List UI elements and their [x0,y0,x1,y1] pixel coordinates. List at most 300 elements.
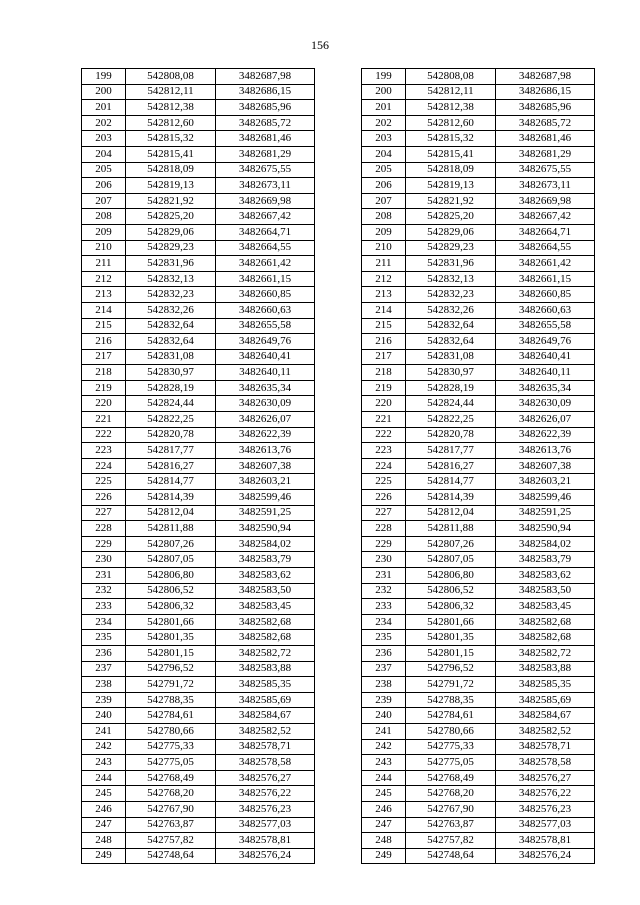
right-point-number-cell: 217 [362,349,406,365]
column-gap [315,848,362,864]
right-x-coordinate-cell: 542811,88 [406,521,496,537]
left-x-coordinate-cell: 542796,52 [126,661,216,677]
column-gap [315,443,362,459]
table-row [82,505,595,521]
right-y-coordinate-cell: 3482585,35 [496,677,595,693]
table-row [82,661,595,677]
left-y-coordinate-cell: 3482603,21 [216,474,315,490]
left-x-coordinate-cell: 542784,61 [126,708,216,724]
right-point-number-cell: 247 [362,817,406,833]
left-point-number-cell: 221 [82,412,126,428]
right-x-coordinate-cell: 542829,06 [406,224,496,240]
right-x-coordinate-cell: 542812,11 [406,84,496,100]
right-y-coordinate-cell: 3482686,15 [496,84,595,100]
right-point-number-cell: 231 [362,568,406,584]
column-gap [315,661,362,677]
right-point-number-cell: 202 [362,115,406,131]
right-point-number-cell: 207 [362,193,406,209]
right-x-coordinate-cell: 542816,27 [406,458,496,474]
left-x-coordinate-cell: 542821,92 [126,193,216,209]
left-y-coordinate-cell: 3482582,72 [216,645,315,661]
left-y-coordinate-cell: 3482655,58 [216,318,315,334]
right-y-coordinate-cell: 3482630,09 [496,396,595,412]
left-point-number-cell: 213 [82,287,126,303]
table-row [82,256,595,272]
right-point-number-cell: 208 [362,209,406,225]
right-y-coordinate-cell: 3482590,94 [496,521,595,537]
column-gap [315,708,362,724]
right-x-coordinate-cell: 542801,66 [406,614,496,630]
right-y-coordinate-cell: 3482582,68 [496,614,595,630]
right-x-coordinate-cell: 542818,09 [406,162,496,178]
right-y-coordinate-cell: 3482681,29 [496,146,595,162]
right-x-coordinate-cell: 542768,20 [406,786,496,802]
right-y-coordinate-cell: 3482583,79 [496,552,595,568]
right-point-number-cell: 214 [362,302,406,318]
left-x-coordinate-cell: 542763,87 [126,817,216,833]
right-y-coordinate-cell: 3482578,71 [496,739,595,755]
right-point-number-cell: 237 [362,661,406,677]
column-gap [315,380,362,396]
left-x-coordinate-cell: 542775,05 [126,755,216,771]
right-point-number-cell: 220 [362,396,406,412]
right-y-coordinate-cell: 3482585,69 [496,692,595,708]
right-y-coordinate-cell: 3482622,39 [496,427,595,443]
right-point-number-cell: 216 [362,334,406,350]
left-y-coordinate-cell: 3482660,63 [216,302,315,318]
right-point-number-cell: 244 [362,770,406,786]
left-x-coordinate-cell: 542814,77 [126,474,216,490]
right-y-coordinate-cell: 3482660,63 [496,302,595,318]
right-x-coordinate-cell: 542796,52 [406,661,496,677]
right-x-coordinate-cell: 542791,72 [406,677,496,693]
right-x-coordinate-cell: 542775,33 [406,739,496,755]
column-gap [315,334,362,350]
right-x-coordinate-cell: 542775,05 [406,755,496,771]
left-x-coordinate-cell: 542788,35 [126,692,216,708]
right-point-number-cell: 249 [362,848,406,864]
left-x-coordinate-cell: 542767,90 [126,801,216,817]
right-point-number-cell: 199 [362,69,406,85]
table-row [82,240,595,256]
left-x-coordinate-cell: 542812,38 [126,100,216,116]
left-point-number-cell: 248 [82,833,126,849]
table-row [82,599,595,615]
column-gap [315,630,362,646]
table-row [82,833,595,849]
left-x-coordinate-cell: 542780,66 [126,723,216,739]
left-point-number-cell: 205 [82,162,126,178]
column-gap [315,131,362,147]
column-gap [315,552,362,568]
left-x-coordinate-cell: 542801,66 [126,614,216,630]
column-gap [315,115,362,131]
table-row [82,708,595,724]
left-x-coordinate-cell: 542832,13 [126,271,216,287]
column-gap [315,801,362,817]
left-y-coordinate-cell: 3482607,38 [216,458,315,474]
right-y-coordinate-cell: 3482640,11 [496,365,595,381]
right-x-coordinate-cell: 542817,77 [406,443,496,459]
right-point-number-cell: 239 [362,692,406,708]
right-y-coordinate-cell: 3482584,02 [496,536,595,552]
right-point-number-cell: 222 [362,427,406,443]
left-y-coordinate-cell: 3482576,24 [216,848,315,864]
table-row [82,536,595,552]
left-x-coordinate-cell: 542832,64 [126,318,216,334]
right-y-coordinate-cell: 3482626,07 [496,412,595,428]
column-gap [315,817,362,833]
left-y-coordinate-cell: 3482640,41 [216,349,315,365]
column-gap [315,349,362,365]
table-row [82,490,595,506]
table-row [82,396,595,412]
table-row [82,645,595,661]
right-point-number-cell: 246 [362,801,406,817]
table-row [82,692,595,708]
left-point-number-cell: 241 [82,723,126,739]
table-row [82,677,595,693]
table-row [82,817,595,833]
right-x-coordinate-cell: 542806,52 [406,583,496,599]
column-gap [315,178,362,194]
table-row [82,162,595,178]
table-row [82,723,595,739]
column-gap [315,302,362,318]
left-point-number-cell: 238 [82,677,126,693]
right-point-number-cell: 215 [362,318,406,334]
right-y-coordinate-cell: 3482582,68 [496,630,595,646]
left-y-coordinate-cell: 3482585,69 [216,692,315,708]
left-point-number-cell: 230 [82,552,126,568]
column-gap [315,318,362,334]
left-y-coordinate-cell: 3482664,55 [216,240,315,256]
column-gap [315,365,362,381]
left-y-coordinate-cell: 3482664,71 [216,224,315,240]
column-gap [315,786,362,802]
left-x-coordinate-cell: 542831,96 [126,256,216,272]
table-row [82,630,595,646]
column-gap [315,536,362,552]
left-x-coordinate-cell: 542768,49 [126,770,216,786]
left-x-coordinate-cell: 542817,77 [126,443,216,459]
right-point-number-cell: 206 [362,178,406,194]
left-x-coordinate-cell: 542824,44 [126,396,216,412]
left-y-coordinate-cell: 3482681,29 [216,146,315,162]
left-y-coordinate-cell: 3482661,42 [216,256,315,272]
right-x-coordinate-cell: 542829,23 [406,240,496,256]
left-y-coordinate-cell: 3482583,79 [216,552,315,568]
right-y-coordinate-cell: 3482660,85 [496,287,595,303]
right-y-coordinate-cell: 3482675,55 [496,162,595,178]
table-row [82,224,595,240]
left-y-coordinate-cell: 3482649,76 [216,334,315,350]
right-point-number-cell: 218 [362,365,406,381]
left-y-coordinate-cell: 3482578,71 [216,739,315,755]
left-y-coordinate-cell: 3482660,85 [216,287,315,303]
table-row [82,521,595,537]
page-number: 156 [311,38,329,52]
right-x-coordinate-cell: 542812,38 [406,100,496,116]
right-x-coordinate-cell: 542828,19 [406,380,496,396]
right-point-number-cell: 221 [362,412,406,428]
left-point-number-cell: 246 [82,801,126,817]
right-point-number-cell: 225 [362,474,406,490]
right-point-number-cell: 233 [362,599,406,615]
right-x-coordinate-cell: 542815,41 [406,146,496,162]
left-point-number-cell: 242 [82,739,126,755]
right-y-coordinate-cell: 3482635,34 [496,380,595,396]
left-y-coordinate-cell: 3482583,88 [216,661,315,677]
left-y-coordinate-cell: 3482673,11 [216,178,315,194]
left-y-coordinate-cell: 3482667,42 [216,209,315,225]
left-point-number-cell: 202 [82,115,126,131]
right-x-coordinate-cell: 542807,26 [406,536,496,552]
left-y-coordinate-cell: 3482635,34 [216,380,315,396]
left-point-number-cell: 199 [82,69,126,85]
right-x-coordinate-cell: 542832,26 [406,302,496,318]
table-row [82,365,595,381]
table-row [82,458,595,474]
column-gap [315,568,362,584]
right-x-coordinate-cell: 542806,80 [406,568,496,584]
left-point-number-cell: 206 [82,178,126,194]
left-point-number-cell: 222 [82,427,126,443]
left-x-coordinate-cell: 542768,20 [126,786,216,802]
left-point-number-cell: 201 [82,100,126,116]
right-point-number-cell: 203 [362,131,406,147]
right-x-coordinate-cell: 542812,04 [406,505,496,521]
column-gap [315,692,362,708]
table-row [82,412,595,428]
left-point-number-cell: 207 [82,193,126,209]
right-point-number-cell: 232 [362,583,406,599]
left-x-coordinate-cell: 542801,15 [126,645,216,661]
right-point-number-cell: 240 [362,708,406,724]
left-x-coordinate-cell: 542757,82 [126,833,216,849]
left-x-coordinate-cell: 542806,80 [126,568,216,584]
right-x-coordinate-cell: 542814,77 [406,474,496,490]
left-point-number-cell: 223 [82,443,126,459]
left-point-number-cell: 236 [82,645,126,661]
left-x-coordinate-cell: 542807,26 [126,536,216,552]
left-x-coordinate-cell: 542791,72 [126,677,216,693]
column-gap [315,271,362,287]
column-gap [315,770,362,786]
left-point-number-cell: 227 [82,505,126,521]
right-point-number-cell: 224 [362,458,406,474]
left-point-number-cell: 204 [82,146,126,162]
table-row [82,583,595,599]
left-point-number-cell: 216 [82,334,126,350]
left-x-coordinate-cell: 542815,41 [126,146,216,162]
right-y-coordinate-cell: 3482664,55 [496,240,595,256]
table-row [82,178,595,194]
right-point-number-cell: 228 [362,521,406,537]
right-y-coordinate-cell: 3482576,27 [496,770,595,786]
left-y-coordinate-cell: 3482599,46 [216,490,315,506]
right-point-number-cell: 230 [362,552,406,568]
table-row [82,552,595,568]
left-y-coordinate-cell: 3482576,27 [216,770,315,786]
left-x-coordinate-cell: 542829,23 [126,240,216,256]
left-y-coordinate-cell: 3482675,55 [216,162,315,178]
table-row [82,115,595,131]
table-row [82,69,595,85]
left-point-number-cell: 234 [82,614,126,630]
right-y-coordinate-cell: 3482664,71 [496,224,595,240]
table-row [82,427,595,443]
left-point-number-cell: 226 [82,490,126,506]
column-gap [315,723,362,739]
left-point-number-cell: 247 [82,817,126,833]
left-point-number-cell: 203 [82,131,126,147]
right-point-number-cell: 204 [362,146,406,162]
right-x-coordinate-cell: 542812,60 [406,115,496,131]
column-gap [315,412,362,428]
right-x-coordinate-cell: 542788,35 [406,692,496,708]
column-gap [315,162,362,178]
right-y-coordinate-cell: 3482578,58 [496,755,595,771]
right-y-coordinate-cell: 3482681,46 [496,131,595,147]
column-gap [315,645,362,661]
right-x-coordinate-cell: 542832,64 [406,318,496,334]
left-x-coordinate-cell: 542814,39 [126,490,216,506]
coordinates-table [81,68,595,864]
left-point-number-cell: 200 [82,84,126,100]
left-y-coordinate-cell: 3482686,15 [216,84,315,100]
table-row [82,568,595,584]
left-y-coordinate-cell: 3482590,94 [216,521,315,537]
right-point-number-cell: 211 [362,256,406,272]
left-y-coordinate-cell: 3482613,76 [216,443,315,459]
column-gap [315,490,362,506]
right-x-coordinate-cell: 542824,44 [406,396,496,412]
left-x-coordinate-cell: 542819,13 [126,178,216,194]
right-y-coordinate-cell: 3482576,23 [496,801,595,817]
right-y-coordinate-cell: 3482603,21 [496,474,595,490]
left-x-coordinate-cell: 542801,35 [126,630,216,646]
column-gap [315,739,362,755]
right-x-coordinate-cell: 542748,64 [406,848,496,864]
right-point-number-cell: 205 [362,162,406,178]
left-y-coordinate-cell: 3482576,22 [216,786,315,802]
left-x-coordinate-cell: 542830,97 [126,365,216,381]
right-y-coordinate-cell: 3482583,62 [496,568,595,584]
right-y-coordinate-cell: 3482673,11 [496,178,595,194]
left-y-coordinate-cell: 3482578,81 [216,833,315,849]
column-gap [315,677,362,693]
left-x-coordinate-cell: 542832,26 [126,302,216,318]
right-y-coordinate-cell: 3482576,22 [496,786,595,802]
right-x-coordinate-cell: 542806,32 [406,599,496,615]
table-row [82,287,595,303]
right-x-coordinate-cell: 542808,08 [406,69,496,85]
left-x-coordinate-cell: 542832,64 [126,334,216,350]
right-point-number-cell: 223 [362,443,406,459]
left-point-number-cell: 233 [82,599,126,615]
right-point-number-cell: 248 [362,833,406,849]
right-y-coordinate-cell: 3482685,72 [496,115,595,131]
column-gap [315,583,362,599]
left-point-number-cell: 217 [82,349,126,365]
right-y-coordinate-cell: 3482667,42 [496,209,595,225]
right-point-number-cell: 241 [362,723,406,739]
right-y-coordinate-cell: 3482591,25 [496,505,595,521]
right-point-number-cell: 229 [362,536,406,552]
right-x-coordinate-cell: 542831,96 [406,256,496,272]
right-y-coordinate-cell: 3482655,58 [496,318,595,334]
right-point-number-cell: 245 [362,786,406,802]
right-point-number-cell: 212 [362,271,406,287]
right-y-coordinate-cell: 3482599,46 [496,490,595,506]
right-y-coordinate-cell: 3482583,88 [496,661,595,677]
left-y-coordinate-cell: 3482685,72 [216,115,315,131]
right-y-coordinate-cell: 3482584,67 [496,708,595,724]
right-x-coordinate-cell: 542767,90 [406,801,496,817]
right-x-coordinate-cell: 542830,97 [406,365,496,381]
table-row [82,848,595,864]
table-row [82,193,595,209]
right-x-coordinate-cell: 542807,05 [406,552,496,568]
column-gap [315,614,362,630]
table-row [82,131,595,147]
right-y-coordinate-cell: 3482582,52 [496,723,595,739]
right-point-number-cell: 226 [362,490,406,506]
table-row [82,146,595,162]
right-y-coordinate-cell: 3482578,81 [496,833,595,849]
table-row [82,786,595,802]
table-row [82,474,595,490]
table-row [82,614,595,630]
right-x-coordinate-cell: 542820,78 [406,427,496,443]
left-point-number-cell: 219 [82,380,126,396]
column-gap [315,287,362,303]
table-row [82,755,595,771]
left-x-coordinate-cell: 542806,52 [126,583,216,599]
right-point-number-cell: 219 [362,380,406,396]
left-y-coordinate-cell: 3482583,50 [216,583,315,599]
left-x-coordinate-cell: 542820,78 [126,427,216,443]
left-y-coordinate-cell: 3482583,45 [216,599,315,615]
table-row [82,739,595,755]
column-gap [315,193,362,209]
table-row [82,349,595,365]
left-point-number-cell: 208 [82,209,126,225]
left-x-coordinate-cell: 542811,88 [126,521,216,537]
right-x-coordinate-cell: 542757,82 [406,833,496,849]
column-gap [315,755,362,771]
column-gap [315,396,362,412]
left-y-coordinate-cell: 3482582,68 [216,614,315,630]
right-x-coordinate-cell: 542831,08 [406,349,496,365]
column-gap [315,209,362,225]
right-point-number-cell: 243 [362,755,406,771]
right-point-number-cell: 201 [362,100,406,116]
left-y-coordinate-cell: 3482576,23 [216,801,315,817]
column-gap [315,84,362,100]
left-y-coordinate-cell: 3482582,52 [216,723,315,739]
right-point-number-cell: 234 [362,614,406,630]
column-gap [315,833,362,849]
right-y-coordinate-cell: 3482685,96 [496,100,595,116]
right-point-number-cell: 238 [362,677,406,693]
right-y-coordinate-cell: 3482583,50 [496,583,595,599]
table-row [82,801,595,817]
column-gap [315,427,362,443]
left-point-number-cell: 232 [82,583,126,599]
right-x-coordinate-cell: 542814,39 [406,490,496,506]
